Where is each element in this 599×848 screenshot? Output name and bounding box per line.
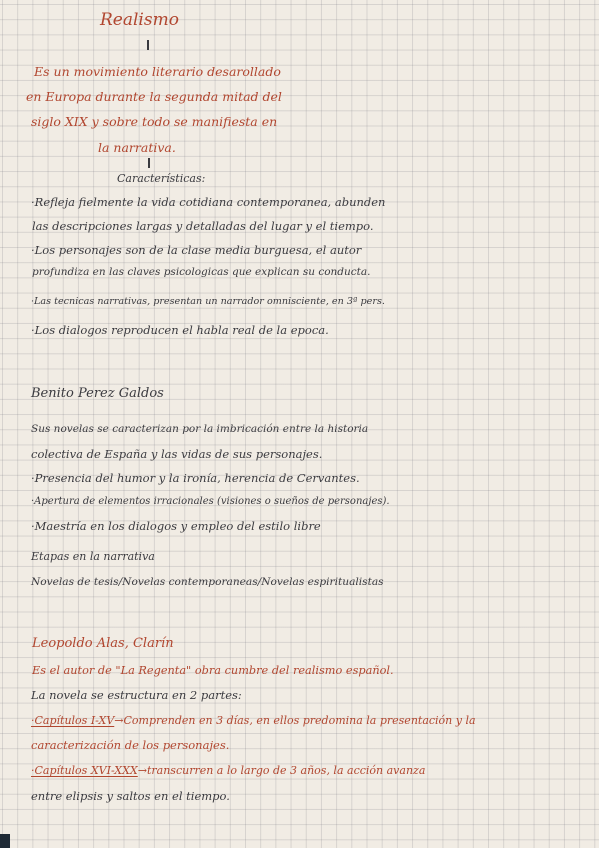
characteristic-line-3: ·Los personajes son de la clase media burguesa, el autor bbox=[31, 243, 362, 257]
galdos-line-3: ·Presencia del humor y la ironía, herencia de Cervantes. bbox=[31, 471, 360, 485]
clarin-line-1: Es el autor de "La Regenta" obra cumbre del realismo español. bbox=[32, 664, 394, 677]
connector-mark bbox=[148, 158, 150, 168]
cap1-label: ·Capítulos I-XV bbox=[31, 714, 115, 727]
galdos-line-2: colectiva de España y las vidas de sus personajes. bbox=[31, 447, 323, 461]
galdos-line-6: Etapas en la narrativa bbox=[31, 550, 155, 563]
intro-line-1: Es un movimiento literario desarollado bbox=[34, 64, 281, 79]
galdos-line-4: ·Apertura de elementos irracionales (visiones o sueños de personajes). bbox=[31, 496, 390, 507]
connector-mark bbox=[147, 40, 149, 50]
intro-line-2: en Europa durante la segunda mitad del bbox=[26, 89, 282, 104]
galdos-line-5: ·Maestría en los dialogos y empleo del estilo libre bbox=[31, 519, 321, 533]
galdos-line-1: Sus novelas se caracterizan por la imbricación entre la historia bbox=[31, 423, 369, 435]
intro-line-4: la narrativa. bbox=[98, 140, 176, 155]
cap1-text: →Comprenden en 3 días, en ellos predomina la presentación y la bbox=[114, 714, 476, 727]
clarin-cap2-cont: entre elipsis y saltos en el tiempo. bbox=[31, 789, 230, 803]
cap2-text: →transcurren a lo largo de 3 años, la acción avanza bbox=[137, 764, 426, 777]
characteristic-line-5: ·Las tecnicas narrativas, presentan un narrador omnisciente, en 3ª pers. bbox=[31, 296, 385, 307]
cap2-label: ·Capítulos XVI-XXX bbox=[31, 764, 138, 777]
intro-line-3: siglo XIX y sobre todo se manifiesta en bbox=[31, 114, 278, 129]
characteristic-line-2: las descripciones largas y detalladas del lugar y el tiempo. bbox=[32, 219, 374, 233]
characteristic-line-4: profundiza en las claves psicologicas que explican su conducta. bbox=[32, 266, 371, 278]
characteristics-label: Características: bbox=[117, 172, 206, 185]
clarin-heading: Leopoldo Alas, Clarín bbox=[32, 636, 174, 651]
clarin-cap1-cont: caracterización de los personajes. bbox=[31, 738, 230, 752]
galdos-heading: Benito Perez Galdos bbox=[31, 386, 164, 401]
characteristic-line-6: ·Los dialogos reproducen el habla real de la epoca. bbox=[31, 323, 329, 337]
clarin-cap1 bbox=[31, 715, 476, 726]
corner-tab bbox=[0, 834, 10, 848]
characteristic-line-1: ·Refleja fielmente la vida cotidiana contemporanea, abunden bbox=[31, 195, 386, 209]
clarin-line-2: La novela se estructura en 2 partes: bbox=[31, 688, 242, 702]
galdos-line-7: Novelas de tesis/Novelas contemporaneas/Novelas espiritualistas bbox=[31, 576, 384, 588]
clarin-cap2 bbox=[31, 765, 425, 776]
page-title: Realismo bbox=[100, 10, 179, 30]
